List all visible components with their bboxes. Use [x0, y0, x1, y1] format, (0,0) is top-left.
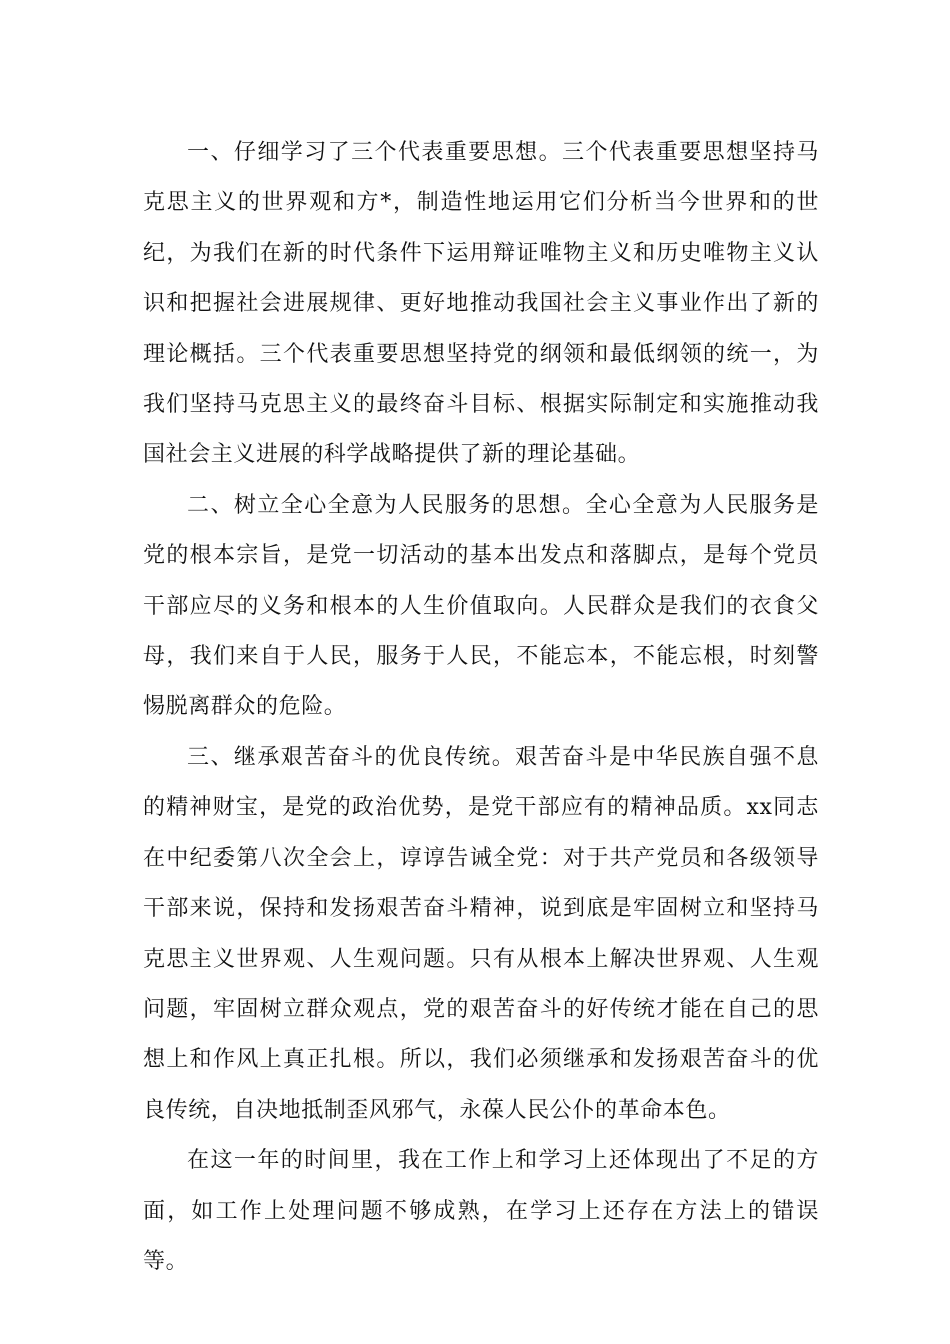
paragraph-hard-work-tradition: 三、继承艰苦奋斗的优良传统。艰苦奋斗是中华民族自强不息的精神财宝，是党的政治优势，是党干部应有的精神品质。xx同志在中纪委第八次全会上，谆谆告诫全党：对于共产党员和各级领导干部来说，保持和发扬艰苦奋斗精神，说到底是牢固树立和坚持马克思主义世界观、人生观问题。只有从根本上解决世界观、人生观问题，牢固树立群众观点，党的艰苦奋斗的好传统才能在自己的思想上和作风上真正扎根。所以，我们必须继承和发扬艰苦奋斗的优良传统，自决地抵制歪风邪气，永葆人民公仆的革命本色。 [143, 744, 819, 1123]
paragraph-three-represents: 一、仔细学习了三个代表重要思想。三个代表重要思想坚持马克思主义的世界观和方*，制造性地运用它们分析当今世界和的世纪，为我们在新的时代条件下运用辩证唯物主义和历史唯物主义认识和把握社会进展规律、更好地推动我国社会主义事业作出了新的理论概括。三个代表重要思想坚持党的纲领和最低纲领的统一，为我们坚持马克思主义的最终奋斗目标、根据实际制定和实施推动我国社会主义进展的科学战略提供了新的理论基础。 [143, 140, 819, 468]
paragraph-shortcomings: 在这一年的时间里，我在工作上和学习上还体现出了不足的方面，如工作上处理问题不够成熟，在学习上还存在方法上的错误等。 [143, 1148, 819, 1274]
paragraph-serve-people: 二、树立全心全意为人民服务的思想。全心全意为人民服务是党的根本宗旨，是党一切活动的基本出发点和落脚点，是每个党员干部应尽的义务和根本的人生价值取向。人民群众是我们的衣食父母，我们来自于人民，服务于人民，不能忘本，不能忘根，时刻警惕脱离群众的危险。 [143, 492, 819, 720]
document-body [143, 128, 819, 1287]
